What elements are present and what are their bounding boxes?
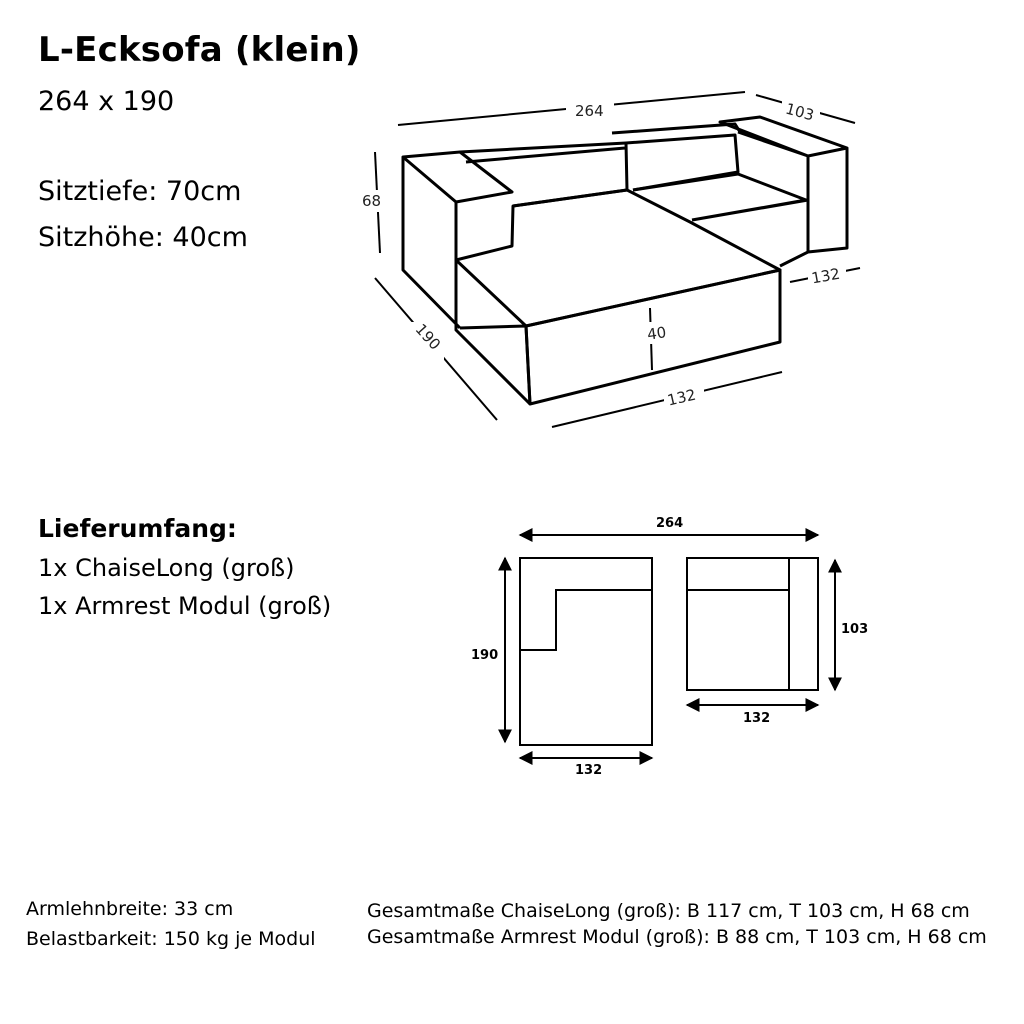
delivery-item-armrest: 1x Armrest Modul (groß)	[38, 592, 332, 620]
dim-depth-190: 190	[411, 320, 445, 354]
page-title: L-Ecksofa (klein)	[38, 30, 361, 70]
dim-height-68: 68	[362, 192, 382, 210]
dim-seat-40: 40	[646, 323, 668, 344]
chaise-side	[456, 260, 530, 404]
dim-front-132: 132	[665, 385, 698, 410]
plan-dim-132-chaise: 132	[575, 763, 603, 778]
isometric-sofa	[403, 117, 847, 404]
seat-depth: Sitztiefe: 70cm	[38, 176, 242, 207]
plan-armrest-module	[687, 558, 818, 690]
plan-armrest-back	[687, 558, 789, 690]
scope-of-delivery-heading: Lieferumfang:	[38, 514, 237, 543]
right-base	[780, 252, 808, 266]
floor-plan	[520, 558, 818, 745]
chaise-total-dimensions: Gesamtmaße ChaiseLong (groß): B 117 cm, T 103 cm, H 68 cm	[367, 900, 970, 922]
back-cushion-right	[612, 124, 740, 190]
overall-dimensions: 264 x 190	[38, 86, 175, 117]
dim-width-264: 264	[575, 102, 604, 120]
armrest-total-dimensions: Gesamtmaße Armrest Modul (groß): B 88 cm, T 103 cm, H 68 cm	[367, 926, 987, 948]
plan-dim-264: 264	[656, 516, 684, 531]
plan-chaise-module	[520, 558, 652, 745]
plan-dimension-labels	[471, 516, 868, 778]
dim-side-132: 132	[810, 264, 842, 288]
plan-dim-103: 103	[841, 622, 869, 637]
armrest-width-note: Armlehnbreite: 33 cm	[26, 898, 234, 920]
dim-depth-103: 103	[783, 99, 816, 125]
iso-dimension-labels	[362, 100, 846, 410]
plan-dim-190: 190	[471, 648, 499, 663]
load-capacity-note: Belastbarkeit: 150 kg je Modul	[26, 928, 316, 950]
plan-dim-132-armrest: 132	[743, 711, 771, 726]
seat-height: Sitzhöhe: 40cm	[38, 222, 248, 253]
plan-dimension-arrows	[505, 535, 835, 758]
corner-seat	[633, 174, 808, 220]
right-armrest	[720, 117, 847, 252]
plan-chaise-backrest	[520, 590, 652, 650]
delivery-item-chaise: 1x ChaiseLong (groß)	[38, 554, 295, 582]
